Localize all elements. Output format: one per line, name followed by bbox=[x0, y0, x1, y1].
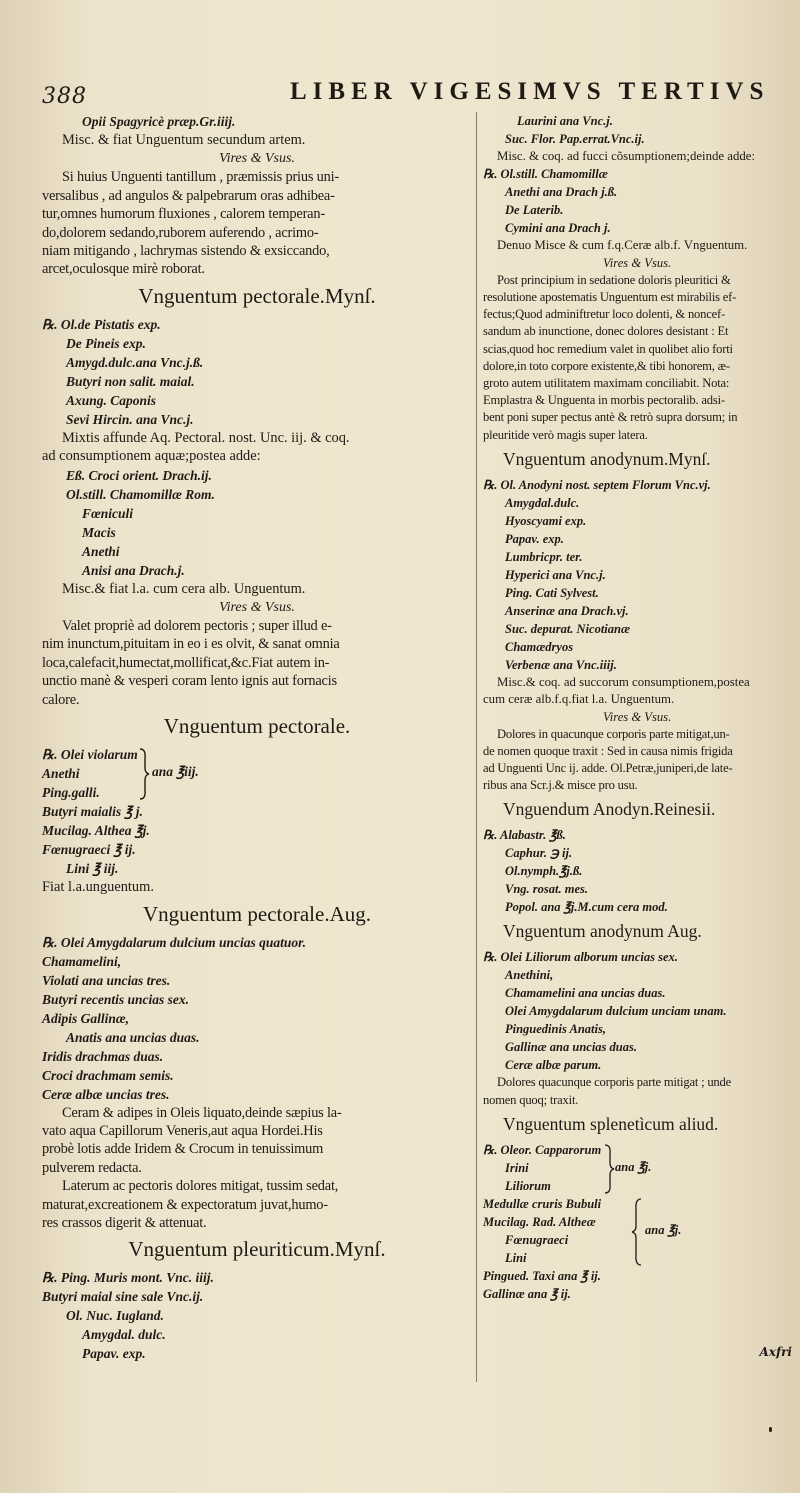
text-line: ad Unguenti Unc ij. adde. Ol.Petræ,juniperi,de late- bbox=[483, 761, 733, 776]
text-line: Emplastra & Unguenta in morbis pectoralib. adsi- bbox=[483, 393, 725, 408]
left-column bbox=[42, 112, 472, 1363]
ingredient-line: Ping. Cati Sylvest. bbox=[505, 585, 599, 600]
text-line: maturat,excreationem & expectoratum juvat,humo- bbox=[42, 1196, 328, 1213]
ingredient-line: Suc. depurat. Nicotianæ bbox=[505, 621, 631, 636]
ingredient-line: Butyri non salit. maial. bbox=[66, 373, 195, 389]
ingredient-line: Eß. Croci orient. Drach.ij. bbox=[66, 467, 212, 483]
ingredient-line: Chamædryos bbox=[505, 639, 574, 654]
ingredient-line: Fœnugraeci bbox=[505, 1232, 569, 1247]
ingredient-line: Pinguedinis Anatis, bbox=[505, 1022, 606, 1037]
curly-brace-icon bbox=[603, 1144, 615, 1194]
page-header bbox=[0, 78, 800, 114]
ingredient-line: Opii Spagyricè præp.Gr.iiij. bbox=[82, 114, 236, 129]
bracket-group bbox=[483, 1141, 793, 1195]
ingredient-line: De Laterib. bbox=[505, 203, 564, 218]
instruction-line: Mixtis affunde Aq. Pectoral. nost. Unc. iij. & coq. bbox=[62, 429, 350, 446]
text-line: tur,omnes humorum fluxiones , calorem temperan- bbox=[42, 206, 325, 223]
ingredient-line: ℞. Ping. Muris mont. Vnc. iiij. bbox=[42, 1270, 214, 1286]
instruction-line: Denuo Misce & cum f.q.Ceræ alb.f. Vnguentum. bbox=[497, 238, 748, 253]
ingredient-line: Vng. rosat. mes. bbox=[505, 882, 589, 897]
text-line: Dolores in quacunque corporis parte mitigat,un- bbox=[497, 726, 730, 741]
ingredient-line: Verbenæ ana Vnc.iiij. bbox=[505, 657, 617, 672]
ingredient-line: Mucilag. Althea ℥j. bbox=[42, 823, 150, 839]
ingredient-line: Hyperici ana Vnc.j. bbox=[505, 567, 606, 582]
ingredient-line: Adipis Gallinæ, bbox=[42, 1010, 130, 1026]
text-line: scias,quod hoc remedium valet in quolibet alio forti bbox=[483, 341, 733, 356]
vires-label: Vires & Vsus. bbox=[603, 255, 672, 270]
text-line: groto autem utilitatem maximam conciliabit. Nota: bbox=[483, 376, 730, 391]
ingredient-line: Caphur. ℈ ij. bbox=[505, 846, 573, 861]
vires-label: Vires & Vsus. bbox=[603, 709, 672, 724]
ingredient-line: Amygd.dulc.ana Vnc.j.ß. bbox=[66, 354, 204, 370]
ingredient-line: ℞. Oleor. Capparorum bbox=[483, 1142, 602, 1157]
curly-brace-icon bbox=[631, 1198, 643, 1266]
ingredient-line: Anethi bbox=[42, 766, 80, 782]
text-line: Laterum ac pectoris dolores mitigat, tussim sedat, bbox=[62, 1178, 339, 1195]
recipe-heading: Vnguendum Anodyn.Reinesii. bbox=[503, 799, 716, 820]
ingredient-line: Liliorum bbox=[505, 1178, 551, 1193]
ingredient-line: Ol. Nuc. Iugland. bbox=[66, 1308, 164, 1324]
running-head: LIBER VIGESIMVS TERTIVS bbox=[290, 78, 770, 105]
bracket-group bbox=[483, 1195, 793, 1267]
ingredient-line: Pingued. Taxi ana ℥ ij. bbox=[483, 1268, 601, 1283]
ingredient-line: Ping.galli. bbox=[42, 785, 100, 801]
recipe-heading: Vnguentum pleuriticum.Mynſ. bbox=[128, 1237, 386, 1262]
page-number: 388 bbox=[42, 84, 87, 109]
text-line: Si huius Unguenti tantillum , præmissis prius uni- bbox=[62, 169, 340, 186]
ingredient-line: Lumbricpr. ter. bbox=[505, 549, 583, 564]
ingredient-line: ℞. Olei Liliorum alborum uncias sex. bbox=[483, 950, 678, 965]
ingredient-line: Butyri maial sine sale Vnc.ij. bbox=[42, 1289, 204, 1305]
text-line: do,dolorem sedando,ruborem auferendo , acrimo- bbox=[42, 224, 319, 241]
instruction-line: cum ceræ alb.f.q.fiat l.a. Unguentum. bbox=[483, 692, 675, 707]
text-line: calore. bbox=[42, 691, 80, 708]
ingredient-line: Axung. Caponis bbox=[66, 392, 157, 408]
ingredient-line: Amygdal.dulc. bbox=[505, 495, 580, 510]
text-line: ribus ana Scr.j.& misce pro usu. bbox=[483, 778, 638, 793]
ingredient-line: Ol.nymph.℥j.ß. bbox=[505, 864, 583, 879]
ingredient-line: ℞. Ol. Anodyni nost. septem Florum Vnc.vj. bbox=[483, 477, 711, 492]
ingredient-line: Gallinæ ana ℥ ij. bbox=[483, 1286, 571, 1301]
recipe-heading: Vnguentum anodynum Aug. bbox=[503, 921, 702, 942]
text-line: Ceram & adipes in Oleis liquato,deinde sæpius la- bbox=[62, 1104, 342, 1121]
ingredient-line: Anisi ana Drach.j. bbox=[82, 562, 185, 578]
ingredient-line: Laurini ana Vnc.j. bbox=[517, 114, 613, 128]
ingredient-line: Popol. ana ℥j.M.cum cera mod. bbox=[505, 900, 668, 915]
vires-label: Vires & Vsus. bbox=[219, 600, 295, 616]
text-line: Post principium in sedatione doloris pleuritici & bbox=[497, 272, 731, 287]
brace-quantity: ana ℥iij. bbox=[152, 764, 199, 780]
curly-brace-icon bbox=[138, 748, 150, 800]
ingredient-line: Chamamelini, bbox=[42, 953, 122, 969]
ingredient-line: Lini ℥ iij. bbox=[66, 861, 119, 877]
instruction-line: Fiat l.a.unguentum. bbox=[42, 879, 154, 896]
ingredient-line: Anserinæ ana Drach.vj. bbox=[505, 603, 629, 618]
text-line: nim inunctum,pituitam in eo i es olvit, & sanat omnia bbox=[42, 636, 340, 653]
ingredient-line: Irini bbox=[505, 1160, 529, 1175]
ingredient-line: ℞. Olei Amygdalarum dulcium uncias quatuor. bbox=[42, 934, 307, 950]
ingredient-line: Fœnugraeci ℥ ij. bbox=[42, 842, 136, 858]
text-line: pleuritide verò magis super latera. bbox=[483, 427, 648, 442]
text-line: res crassos digerit & attenuat. bbox=[42, 1214, 207, 1231]
text-line: niam mitigando , lachrymas sistendo & exsiccando, bbox=[42, 243, 330, 260]
ingredient-line: Suc. Flor. Pap.errat.Vnc.ij. bbox=[505, 132, 645, 146]
ingredient-line: Butyri maialis ℥ j. bbox=[42, 804, 143, 820]
instruction-line: Misc. & fiat Unguentum secundum artem. bbox=[62, 132, 306, 148]
ingredient-line: Macis bbox=[82, 524, 116, 540]
ingredient-line: Papav. exp. bbox=[505, 531, 564, 546]
recipe-heading: Vnguentum pectorale.Mynſ. bbox=[138, 283, 376, 308]
recipe-heading: Vnguentum anodynum.Mynſ. bbox=[503, 448, 711, 469]
recipe-heading: Vnguentum pectorale.Aug. bbox=[142, 901, 372, 926]
ingredient-line: Butyri recentis uncias sex. bbox=[42, 991, 190, 1007]
ingredient-line: ℞. Alabastr. ℥ß. bbox=[483, 828, 566, 843]
ingredient-line: Fœniculi bbox=[82, 505, 134, 521]
ingredient-line: Gallinæ ana uncias duas. bbox=[505, 1040, 637, 1055]
ingredient-line: Ceræ albæ parum. bbox=[505, 1058, 602, 1073]
ingredient-line: Hyoscyami exp. bbox=[505, 513, 587, 528]
bracket-group bbox=[42, 745, 472, 802]
text-line: sandum ab inunctione, donec dolores desistant : Et bbox=[483, 324, 729, 339]
ingredient-line: Sevi Hircin. ana Vnc.j. bbox=[66, 411, 194, 427]
instruction-line: Misc. & coq. ad fucci cõsumptionem;deinde adde: bbox=[497, 149, 755, 163]
ingredient-line: Anethi ana Drach j.ß. bbox=[505, 185, 618, 200]
ingredient-line: Anatis ana uncias duas. bbox=[66, 1029, 200, 1045]
text-line: bent poni super pectus antè & retrò supra dorsum; in bbox=[483, 410, 738, 425]
instruction-line: Misc.& fiat l.a. cum cera alb. Unguentum. bbox=[62, 580, 306, 597]
text-line: de nomen quoque traxit : Sed in causa nimis frigida bbox=[483, 743, 733, 758]
text-line: pulverem redacta. bbox=[42, 1159, 142, 1176]
ingredient-line: Papav. exp. bbox=[82, 1346, 146, 1362]
ingredient-line: Anethi bbox=[82, 543, 120, 559]
text-line: Valet propriè ad dolorem pectoris ; super illud e- bbox=[62, 618, 332, 635]
vires-label: Vires & Vsus. bbox=[219, 151, 295, 167]
ingredient-line: Violati ana uncias tres. bbox=[42, 972, 171, 988]
ingredient-line: ℞. Ol.still. Chamomillæ bbox=[483, 167, 608, 182]
ingredient-line: Olei Amygdalarum dulcium unciam unam. bbox=[505, 1004, 727, 1019]
column-divider bbox=[476, 112, 477, 1382]
recipe-heading: Vnguentum splenetìcum aliud. bbox=[503, 1113, 719, 1134]
recipe-heading: Vnguentum pectorale. bbox=[163, 714, 351, 739]
ingredient-line: ℞. Olei violarum bbox=[42, 747, 138, 763]
text-line: Dolores quacunque corporis parte mitigat ; unde bbox=[497, 1075, 732, 1090]
catchword: Axfri bbox=[759, 1345, 792, 1359]
text-line: resolutione apostematis Unguentum est mirabilis ef- bbox=[483, 290, 737, 305]
text-line: loca,calefacit,humectat,mollificat,&c.Fiat autem in- bbox=[42, 654, 330, 671]
text-line: nomen quoq; traxit. bbox=[483, 1092, 579, 1107]
ingredient-line: Lini bbox=[505, 1250, 527, 1265]
ingredient-line: Croci drachmam semis. bbox=[42, 1067, 174, 1083]
brace-quantity: ana ℥j. bbox=[615, 1159, 652, 1174]
text-line: dolore,in toto corpore existente,& tibi honorem, æ- bbox=[483, 358, 730, 373]
ingredient-line: Iridis drachmas duas. bbox=[42, 1048, 164, 1064]
instruction-line: ad consumptionem aquæ;postea adde: bbox=[42, 448, 261, 465]
ink-speck bbox=[769, 1427, 772, 1432]
text-line: unctio manè & vesperi coram lento ignis aut fornacis bbox=[42, 673, 337, 690]
ingredient-line: Medullæ cruris Bubuli bbox=[483, 1196, 602, 1211]
ingredient-line: Anethini, bbox=[505, 968, 554, 983]
ingredient-line: De Pineis exp. bbox=[66, 335, 146, 351]
text-line: vato aqua Capillorum Veneris,aut aqua Hordei.His bbox=[42, 1122, 323, 1139]
text-line: probè lotis adde Iridem & Crocum in tenuissimum bbox=[42, 1141, 324, 1158]
text-line: versalibus , ad angulos & palpebrarum oras adhibea- bbox=[42, 187, 335, 204]
ingredient-line: Amygdal. dulc. bbox=[82, 1327, 166, 1343]
right-column bbox=[483, 112, 793, 1303]
ingredient-line: Ceræ albæ uncias tres. bbox=[42, 1086, 170, 1102]
instruction-line: Misc.& coq. ad succorum consumptionem,postea bbox=[497, 674, 750, 689]
text-line: fectus;Quod adminiftretur loco dolenti, & noncef- bbox=[483, 307, 726, 322]
ingredient-line: Chamamelini ana uncias duas. bbox=[505, 986, 666, 1001]
ingredient-line: Mucilag. Rad. Altheæ bbox=[483, 1214, 596, 1229]
ingredient-line: Cymini ana Drach j. bbox=[505, 221, 611, 236]
brace-quantity: ana ℥j. bbox=[645, 1222, 682, 1237]
ingredient-line: ℞. Ol.de Pistatis exp. bbox=[42, 316, 161, 332]
text-line: arcet,oculosque mirè roborat. bbox=[42, 261, 205, 278]
ingredient-line: Ol.still. Chamomillæ Rom. bbox=[66, 486, 215, 502]
